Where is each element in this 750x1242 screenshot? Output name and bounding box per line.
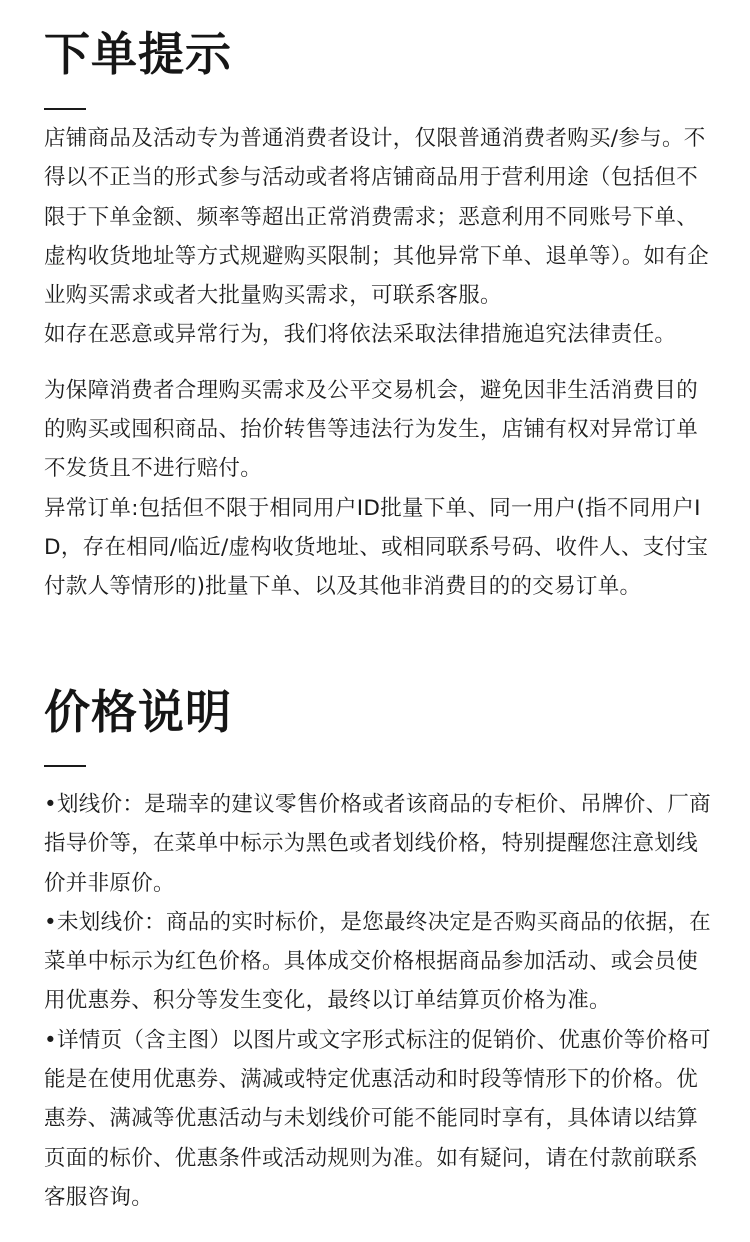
price-notice-body <box>44 785 716 1217</box>
order-notice-paragraph-2: 如存在恶意或异常行为，我们将依法采取法律措施追究法律责任。 <box>44 322 677 348</box>
order-notice-paragraph-3: 为保障消费者合理购买需求及公平交易机会，避免因非生活消费目的的购买或囤积商品、抬价转售等违法行为发生，店铺有权对异常订单不发货且不进行赔付。 <box>44 377 699 482</box>
order-notice-paragraph-4: 异常订单:包括但不限于相同用户ID批量下单、同一用户(指不同用户ID，存在相同/临近/虚构收货地址、或相同联系号码、收件人、支付宝付款人等情形的)批量下单、以及其他非消费目的的交易订单。 <box>44 495 709 600</box>
order-notice-divider <box>44 108 86 110</box>
order-notice-title: 下单提示 <box>44 27 232 81</box>
price-notice-item-non-strikethrough: •未划线价：商品的实时标价，是您最终决定是否购买商品的依据，在菜单中标示为红色价格。具体成交价格根据商品参加活动、或会员使用优惠券、积分等发生变化，最终以订单结算页价格为准。 <box>44 909 711 1014</box>
order-notice-paragraph-1: 店铺商品及活动专为普通消费者设计，仅限普通消费者购买/参与。不得以不正当的形式参与活动或者将店铺商品用于营利用途（包括但不限于下单金额、频率等超出正常消费需求；恶意利用不同账号下单、虚构收货地址等方式规避购买限制；其他异常下单、退单等）。如有企业购买需求或者大批量购买需求，可联系客服。 <box>44 126 710 309</box>
paragraph-gap <box>44 355 716 371</box>
price-notice-item-strikethrough: •划线价：是瑞幸的建议零售价格或者该商品的专柜价、吊牌价、厂商指导价等，在菜单中标示为黑色或者划线价格，特别提醒您注意划线价并非原价。 <box>44 792 711 896</box>
price-notice-item-detail-page: •详情页（含主图）以图片或文字形式标注的促销价、优惠价等价格可能是在使用优惠券、满减或特定优惠活动和时段等情形下的价格。优惠券、满减等优惠活动与未划线价可能不能同时享有，具体请以结算页面的标价、优惠条件或活动规则为准。如有疑问，请在付款前联系客服咨询。 <box>44 1027 711 1210</box>
price-notice-title: 价格说明 <box>44 685 232 739</box>
order-notice-body <box>44 119 716 607</box>
price-notice-divider <box>44 765 86 767</box>
